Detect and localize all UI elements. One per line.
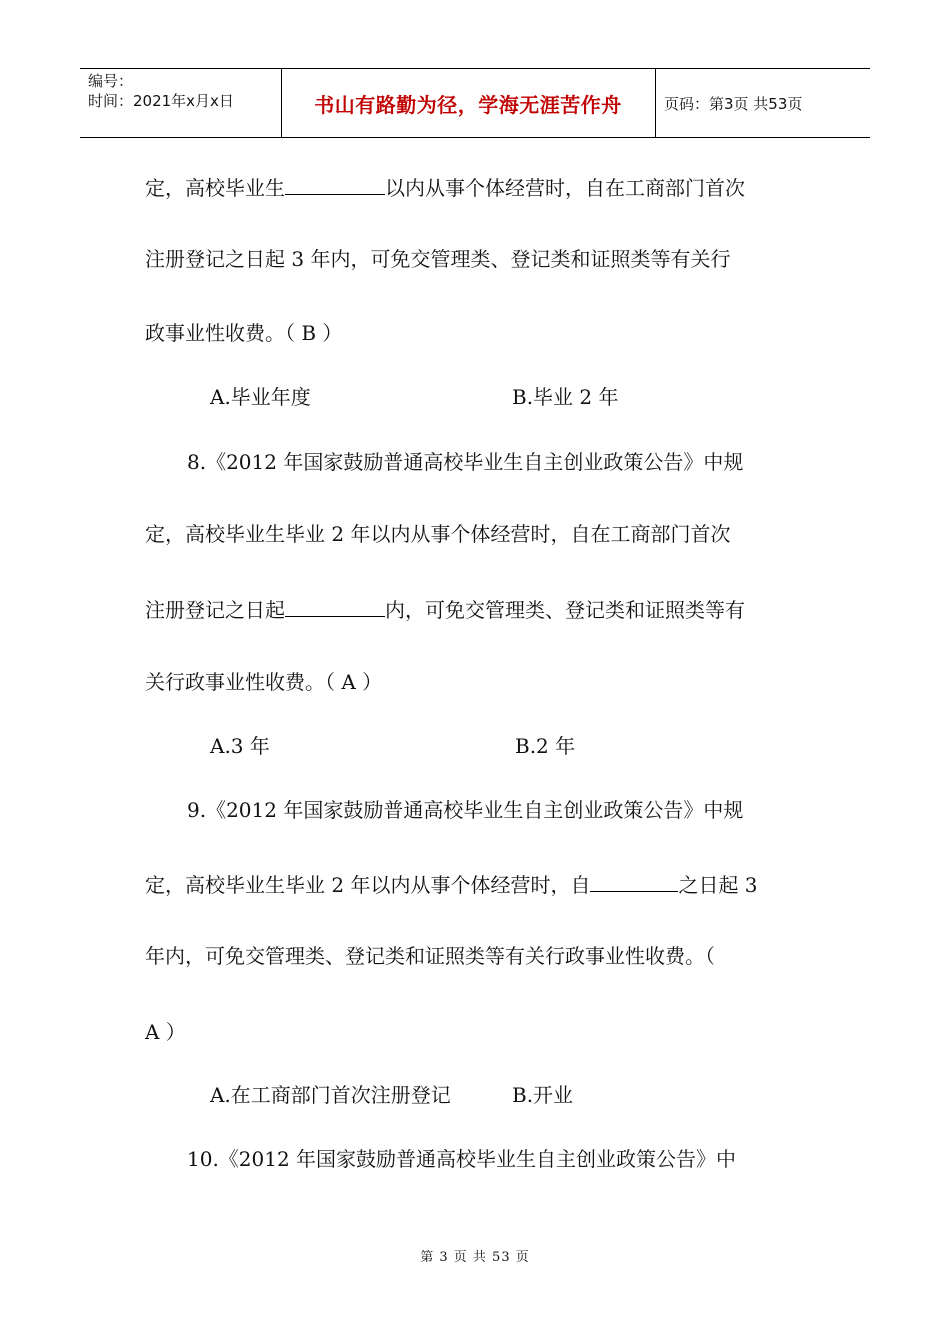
text-line: 关行政事业性收费。（ A ） <box>145 670 383 694</box>
option-b: B.开业 <box>512 1083 574 1107</box>
question-10-title: 10.《2012 年国家鼓励普通高校毕业生自主创业政策公告》中 <box>187 1147 737 1171</box>
text-line: 年内，可免交管理类、登记类和证照类等有关行政事业性收费。（ <box>145 944 715 968</box>
option-b: B.毕业 2 年 <box>512 385 619 409</box>
header-time-label: 时间：2021年x月x日 <box>88 92 234 110</box>
fill-in-blank <box>285 594 385 617</box>
text-segment: 注册登记之日起 <box>145 598 285 622</box>
header-meta <box>88 71 234 111</box>
question-9-title: 9.《2012 年国家鼓励普通高校毕业生自主创业政策公告》中规 <box>187 798 744 822</box>
fill-in-blank <box>590 869 678 892</box>
page-footer: 第 3 页 共 53 页 <box>420 1250 530 1265</box>
header-page-info: 页码：第3页 共53页 <box>664 95 803 113</box>
text-segment: 以内从事个体经营时，自在工商部门首次 <box>385 176 745 200</box>
page-header <box>80 68 870 138</box>
text-line: 注册登记之日起 3 年内，可免交管理类、登记类和证照类等有关行 <box>145 247 731 271</box>
header-motto: 书山有路勤为径，学海无涯苦作舟 <box>314 93 622 117</box>
option-a: A.在工商部门首次注册登记 <box>210 1083 451 1107</box>
option-a: A.毕业年度 <box>210 385 311 409</box>
header-divider <box>655 69 656 137</box>
option-a: A.3 年 <box>210 734 270 758</box>
text-line <box>145 172 745 202</box>
text-line <box>145 594 745 624</box>
text-segment: 定，高校毕业生毕业 2 年以内从事个体经营时，自 <box>145 873 591 897</box>
text-line <box>145 869 758 899</box>
text-line: 政事业性收费。（ B ） <box>145 321 343 345</box>
text-segment: 内，可免交管理类、登记类和证照类等有 <box>385 598 745 622</box>
question-8-title: 8.《2012 年国家鼓励普通高校毕业生自主创业政策公告》中规 <box>187 450 744 474</box>
text-segment: 定，高校毕业生 <box>145 176 285 200</box>
option-b: B.2 年 <box>515 734 576 758</box>
header-number-label: 编号： <box>88 72 134 90</box>
fill-in-blank <box>285 172 385 195</box>
text-line: 定，高校毕业生毕业 2 年以内从事个体经营时，自在工商部门首次 <box>145 522 731 546</box>
text-line: A ） <box>145 1020 186 1044</box>
text-segment: 之日起 3 <box>678 873 758 897</box>
